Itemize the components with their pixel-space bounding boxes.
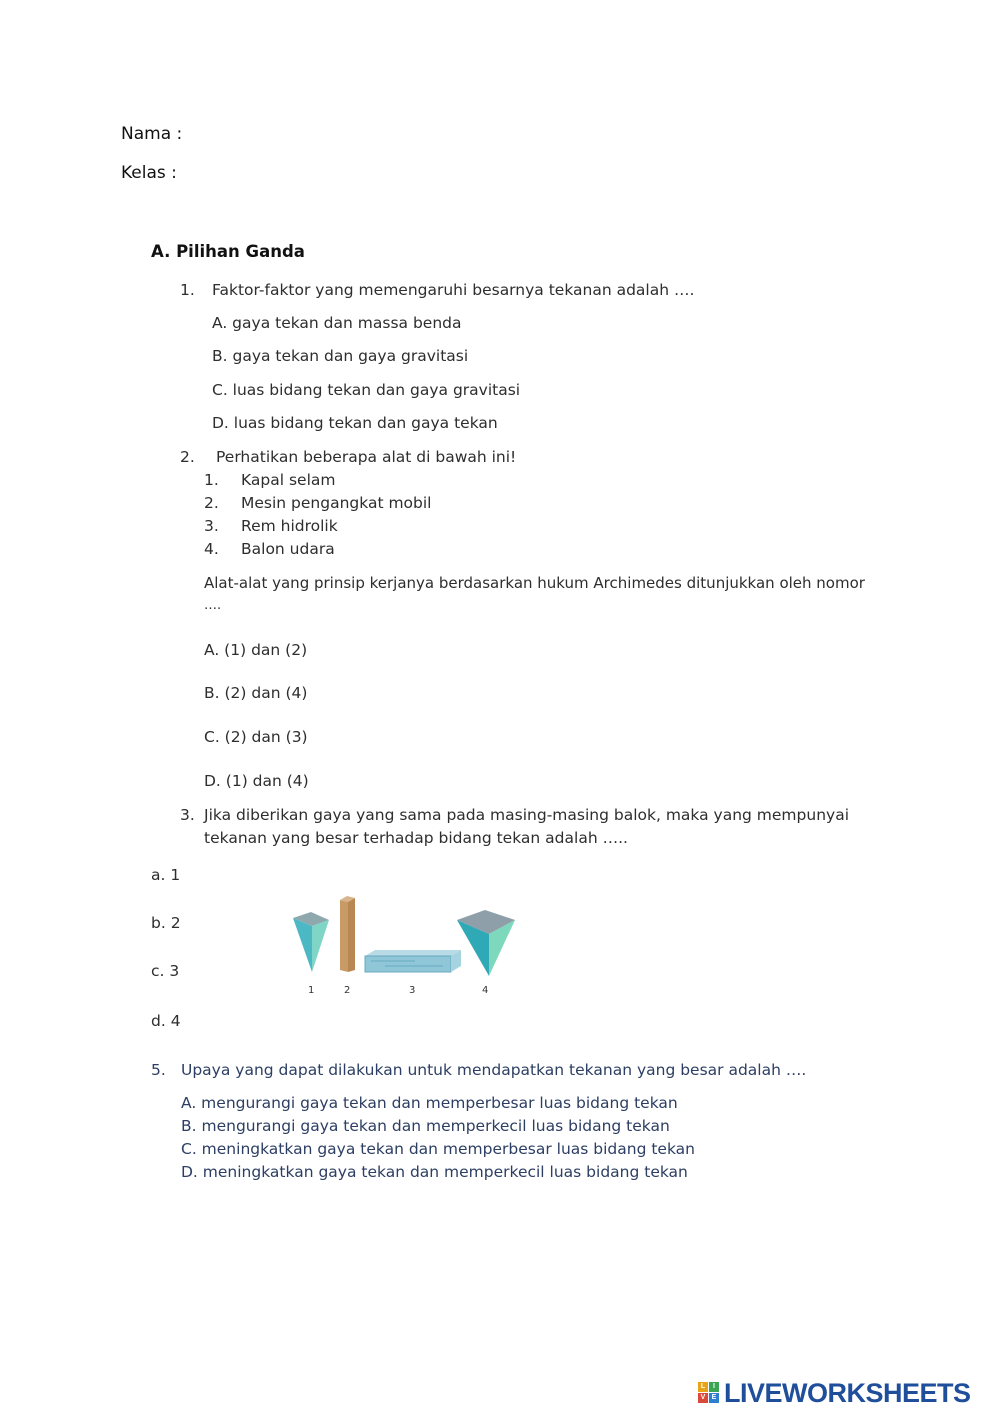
solid-2-tall-block [340, 896, 355, 972]
q5-number: 5. [151, 1061, 166, 1079]
figure-label-2: 2 [344, 985, 351, 996]
liveworksheets-brand[interactable] [698, 1378, 994, 1410]
q5-option-b[interactable]: B. mengurangi gaya tekan dan memperkecil luas bidang tekan [181, 1117, 670, 1135]
q2-item-label: Rem hidrolik [241, 517, 338, 535]
class-label: Kelas : [121, 163, 177, 183]
q2-option-c[interactable]: C. (2) dan (3) [204, 728, 308, 746]
q1-number: 1. [180, 281, 195, 299]
q3-option-c[interactable]: c. 3 [151, 962, 180, 980]
q2-prompt-line-2: …. [204, 598, 222, 613]
solid-3-flat-slab [365, 950, 461, 972]
section-title: A. Pilihan Ganda [151, 242, 305, 261]
figure-label-3: 3 [409, 985, 416, 996]
q5-text: Upaya yang dapat dilakukan untuk mendapatkan tekanan yang besar adalah …. [181, 1061, 807, 1079]
solid-1-inverted-pyramid [293, 912, 329, 972]
q2-text: Perhatikan beberapa alat di bawah ini! [216, 448, 517, 466]
q2-item-label: Kapal selam [241, 471, 336, 489]
q2-option-a[interactable]: A. (1) dan (2) [204, 641, 308, 659]
q2-item-label: Mesin pengangkat mobil [241, 494, 432, 512]
q5-option-d[interactable]: D. meningkatkan gaya tekan dan memperkecil luas bidang tekan [181, 1163, 688, 1181]
q3-text-line-2: tekanan yang besar terhadap bidang tekan adalah ….. [204, 829, 628, 847]
q2-item-label: Balon udara [241, 540, 335, 558]
q2-option-b[interactable]: B. (2) dan (4) [204, 684, 308, 702]
q1-text: Faktor-faktor yang memengaruhi besarnya tekanan adalah …. [212, 281, 695, 299]
q5-option-c[interactable]: C. meningkatkan gaya tekan dan memperbesar luas bidang tekan [181, 1140, 695, 1158]
q2-option-d[interactable]: D. (1) dan (4) [204, 772, 309, 790]
q2-item-number: 4. [204, 540, 219, 558]
q2-item-number: 2. [204, 494, 219, 512]
q1-option-a[interactable]: A. gaya tekan dan massa benda [212, 314, 462, 332]
q2-item-number: 3. [204, 517, 219, 535]
q1-option-c[interactable]: C. luas bidang tekan dan gaya gravitasi [212, 381, 521, 399]
q3-option-d[interactable]: d. 4 [151, 1012, 181, 1030]
brand-text: LIVEWORKSHEETS [724, 1378, 971, 1408]
q1-option-b[interactable]: B. gaya tekan dan gaya gravitasi [212, 347, 469, 365]
liveworksheets-logo-icon: L I V E [698, 1382, 720, 1404]
q2-item-number: 1. [204, 471, 219, 489]
q3-option-b[interactable]: b. 2 [151, 914, 181, 932]
blocks-figure [285, 890, 525, 1000]
q2-number: 2. [180, 448, 195, 466]
q3-number: 3. [180, 806, 195, 824]
figure-label-4: 4 [482, 985, 489, 996]
solid-4-inverted-pyramid [457, 910, 515, 976]
q1-option-d[interactable]: D. luas bidang tekan dan gaya tekan [212, 414, 498, 432]
name-label: Nama : [121, 124, 183, 144]
q3-text-line-1: Jika diberikan gaya yang sama pada masing-masing balok, maka yang mempunyai [204, 806, 849, 824]
q5-option-a[interactable]: A. mengurangi gaya tekan dan memperbesar luas bidang tekan [181, 1094, 678, 1112]
q2-prompt-line-1: Alat-alat yang prinsip kerjanya berdasarkan hukum Archimedes ditunjukkan oleh nomor [204, 574, 865, 592]
q3-option-a[interactable]: a. 1 [151, 866, 181, 884]
figure-label-1: 1 [308, 985, 315, 996]
